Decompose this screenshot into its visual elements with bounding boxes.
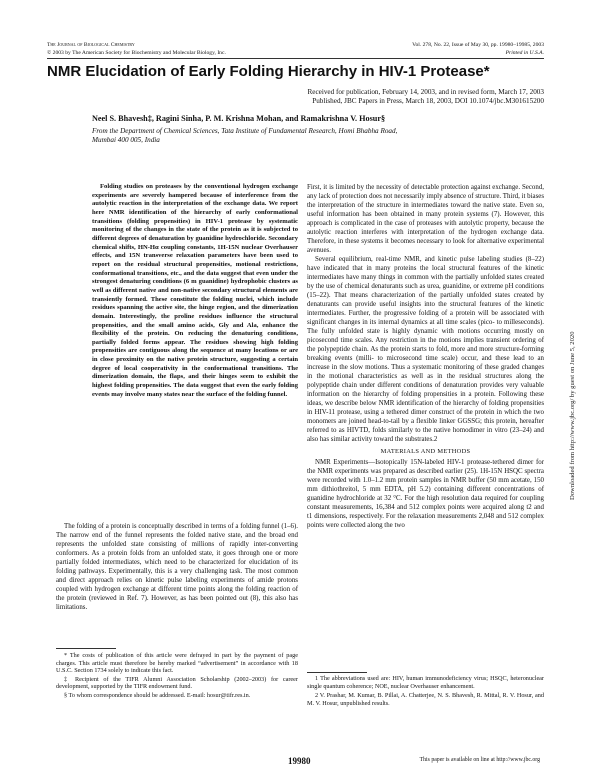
abstract — [92, 183, 298, 399]
received-line: Received for publication, February 14, 2003, and in revised form, March 17, 2003 — [307, 88, 544, 96]
footnote-rule-right — [307, 672, 367, 673]
download-stamp: Downloaded from http://www.jbc.org/ by guest on June 5, 2020 — [569, 331, 576, 500]
copyright-line: © 2003 by The American Society for Biochemistry and Molecular Biology, Inc. — [47, 49, 226, 56]
footnote-correspondence: § To whom correspondence should be addressed. E-mail: hosur@tifr.res.in. — [64, 691, 251, 699]
methods-heading: MATERIALS AND METHODS — [380, 448, 471, 455]
affiliation: From the Department of Chemical Sciences, Tata Institute of Fundamental Research, Homi Bhabha Road, Mumbai 400 005, India — [92, 127, 398, 144]
author-list: Neel S. Bhavesh‡, Ragini Sinha, P. M. Krishna Mohan, and Ramakrishna V. Hosur§ — [92, 114, 386, 123]
volume-line: Vol. 278, No. 22, Issue of May 30, pp. 19980–19985, 2003 — [412, 42, 544, 48]
right-footnotes — [307, 675, 544, 709]
methods-paragraph: NMR Experiments—Isotopically 15N-labeled HIV-1 protease-tethered dimer for the NMR experiments was prepared as described earlier (25). 1H-15N HSQC spectra were recorded with 1.0–1.2 mm protein samples in NMR buffer (50 mm acetate, 150 mm dithiothreitol, 5 mm EDTA, pH 5.2) containing different concentrations of guanidine hydrochloride at 32 °C. For the high resolution data required for coupling constant measurements, 16,384 and 512 complex points were acquired along t2 and t1 dimensions, respectively. For the relaxation measurements 2,048 and 512 complex points were collected along the two — [307, 459, 544, 529]
journal-header-right — [412, 42, 544, 57]
journal-header-left — [47, 42, 226, 57]
journal-name: The Journal of Biological Chemistry — [47, 42, 135, 48]
left-column-body — [56, 522, 298, 612]
abstract-text: Folding studies on proteases by the conventional hydrogen exchange experiments are severely hampered because of interference from the autolytic reaction in the interpretation of the exchange data. We report here NMR identification of the hierarchy of early conformational transitions (folding propensities) in HIV-1 protease by systematic monitoring of the changes in the state of the protein as it is subjected to different degrees of denaturation by guanidine hydrochloride. Secondary chemical shifts, HN-Hα coupling constants, 1H-15N nuclear Overhauser effects, and 15N transverse relaxation parameters have been used to report on the residual structural propensities, motional restrictions, conformational transitions, etc., and the data suggest that even under the strongest denaturing conditions (6 m guanidine) hydrophobic clusters as well as different native and non-native secondary structural elements are transiently formed. These constitute the folding nuclei, which include residues spanning the active site, the hinge region, and the dimerization domain. Interestingly, the proline residues influence the structural propensities, and the small amino acids, Gly and Ala, enhance the flexibility of the protein. On reducing the denaturing conditions, partially folded forms appear. The residues showing high folding propensities are contiguous along the sequence at many locations or are in close proximity on the native protein structure, suggesting a certain degree of local cooperativity in the conformational transitions. The dimerization domain, the flaps, and their hinges seem to exhibit the highest folding propensities. The data suggest that even the early folding events may involve many states near the surface of the folding funnel. — [92, 183, 298, 398]
received-dates — [124, 88, 544, 106]
footnote-costs: * The costs of publication of this article were defrayed in part by the payment of page charges. This article must therefore be hereby marked “advertisement” in accordance with 18 U.S.C. Section 1734 solely to indicate this fact. — [56, 652, 298, 675]
right-column-body — [307, 183, 544, 530]
body-paragraph-2: Several equilibrium, real-time NMR, and kinetic pulse labeling studies (8–22) have indicated that in many proteins the local structural features of the kinetic intermediates have many things in common with the partially unfolded states created by the use of chemical denaturants such as urea, guanidine, or extreme pH conditions (15–22). That means characterization of the partially unfolded states created by denaturants can provide useful insights into the structural features of the kinetic intermediates. Further, the progressive folding of a protein will be associated with significant changes in its internal dynamics at all time scales (pico- to milleseconds). The fully unfolded state is highly dynamic with motions occurring mostly on picosecond time scales. Any restriction in the motions implies transient ordering of the polypeptide chain. As the protein starts to fold, more and more structure-forming breaking events (milli- to microsecond time scale) occur, and these lead to an increase in the slow motions. Thus a systematic monitoring of these graded changes in the motional characteristics as well as in the residual structures along the polypeptide chain under different conditions of denaturation provides very valuable information on the hierarchy of folding propensities in a protein. Following these ideas, we describe below NMR identification of the hierarchy of folding propensities in HIV-11 protease, using a tethered dimer construct of the protein in which the two monomers are joined head-to-tail by a flexible linker GGSSG; this protein, hereafter referred to as HIVTD, folds similarly to the native homodimer in vitro (23–24) and also has similar activity toward the substrates.2 — [307, 256, 544, 443]
header-rule — [47, 58, 544, 59]
footnote-unpublished: 2 V. Prashar, M. Kumar, B. Pillai, A. Chatterjee, N. S. Bhavesh, R. Mittal, R. V. Hosur, and M. V. Hosur, unpublished results. — [307, 692, 544, 707]
footnote-rule-left — [56, 648, 116, 649]
intro-paragraph: The folding of a protein is conceptually described in terms of a folding funnel (1–6). The narrow end of the funnel represents the folded native state, and the broad end represents the unfolded state consisting of millions of rapidly inter-converting conformers. As a protein folds from an unfolded state, it goes through one or more partially folded intermediates, which need to be characterized for elucidation of its folding pathways. Experimentally, this is a very challenging task. The most common and direct approach relies on kinetic pulse labeling experiments of amide protons coupled with hydrogen exchange at different time points along the folding reaction of the protein (reviewed in Ref. 7). However, as has been pointed out (8), this also has limitations. — [56, 523, 298, 611]
published-line: Published, JBC Papers in Press, March 18, 2003, DOI 10.1074/jbc.M301615200 — [312, 97, 544, 105]
article-title: NMR Elucidation of Early Folding Hierarchy in HIV-1 Protease* — [47, 63, 490, 80]
availability-note: This paper is available on line at http://www.jbc.org — [419, 757, 540, 763]
body-paragraph-1: First, it is limited by the necessity of detectable protection against exchange. Second, any lack of protection does not necessarily imply absence of structure. Third, it biases the interpretation of the structure in intermediates toward the native state. Even so, useful information has been obtained in many protein systems (7). However, this approach is complicated in the case of proteases with autolytic property, because the autolytic reaction interferes with interpretation of the hydrogen exchange data. Therefore, in these systems it becomes necessary to look for alternative experimental avenues. — [307, 184, 544, 254]
footnote-scholarship: ‡ Recipient of the TIFR Alumni Association Scholarship (2002–2003) for career development, supported by the TIFR endowment fund. — [56, 675, 298, 691]
footnote-abbreviations: 1 The abbreviations used are: HIV, human immunodeficiency virus; HSQC, heteronuclear single quantum coherence; NOE, nuclear Overhauser enhancement. — [307, 675, 544, 690]
page-number: 19980 — [288, 756, 311, 766]
printed-line: Printed in U.S.A. — [505, 49, 544, 56]
left-footnotes — [56, 652, 298, 701]
